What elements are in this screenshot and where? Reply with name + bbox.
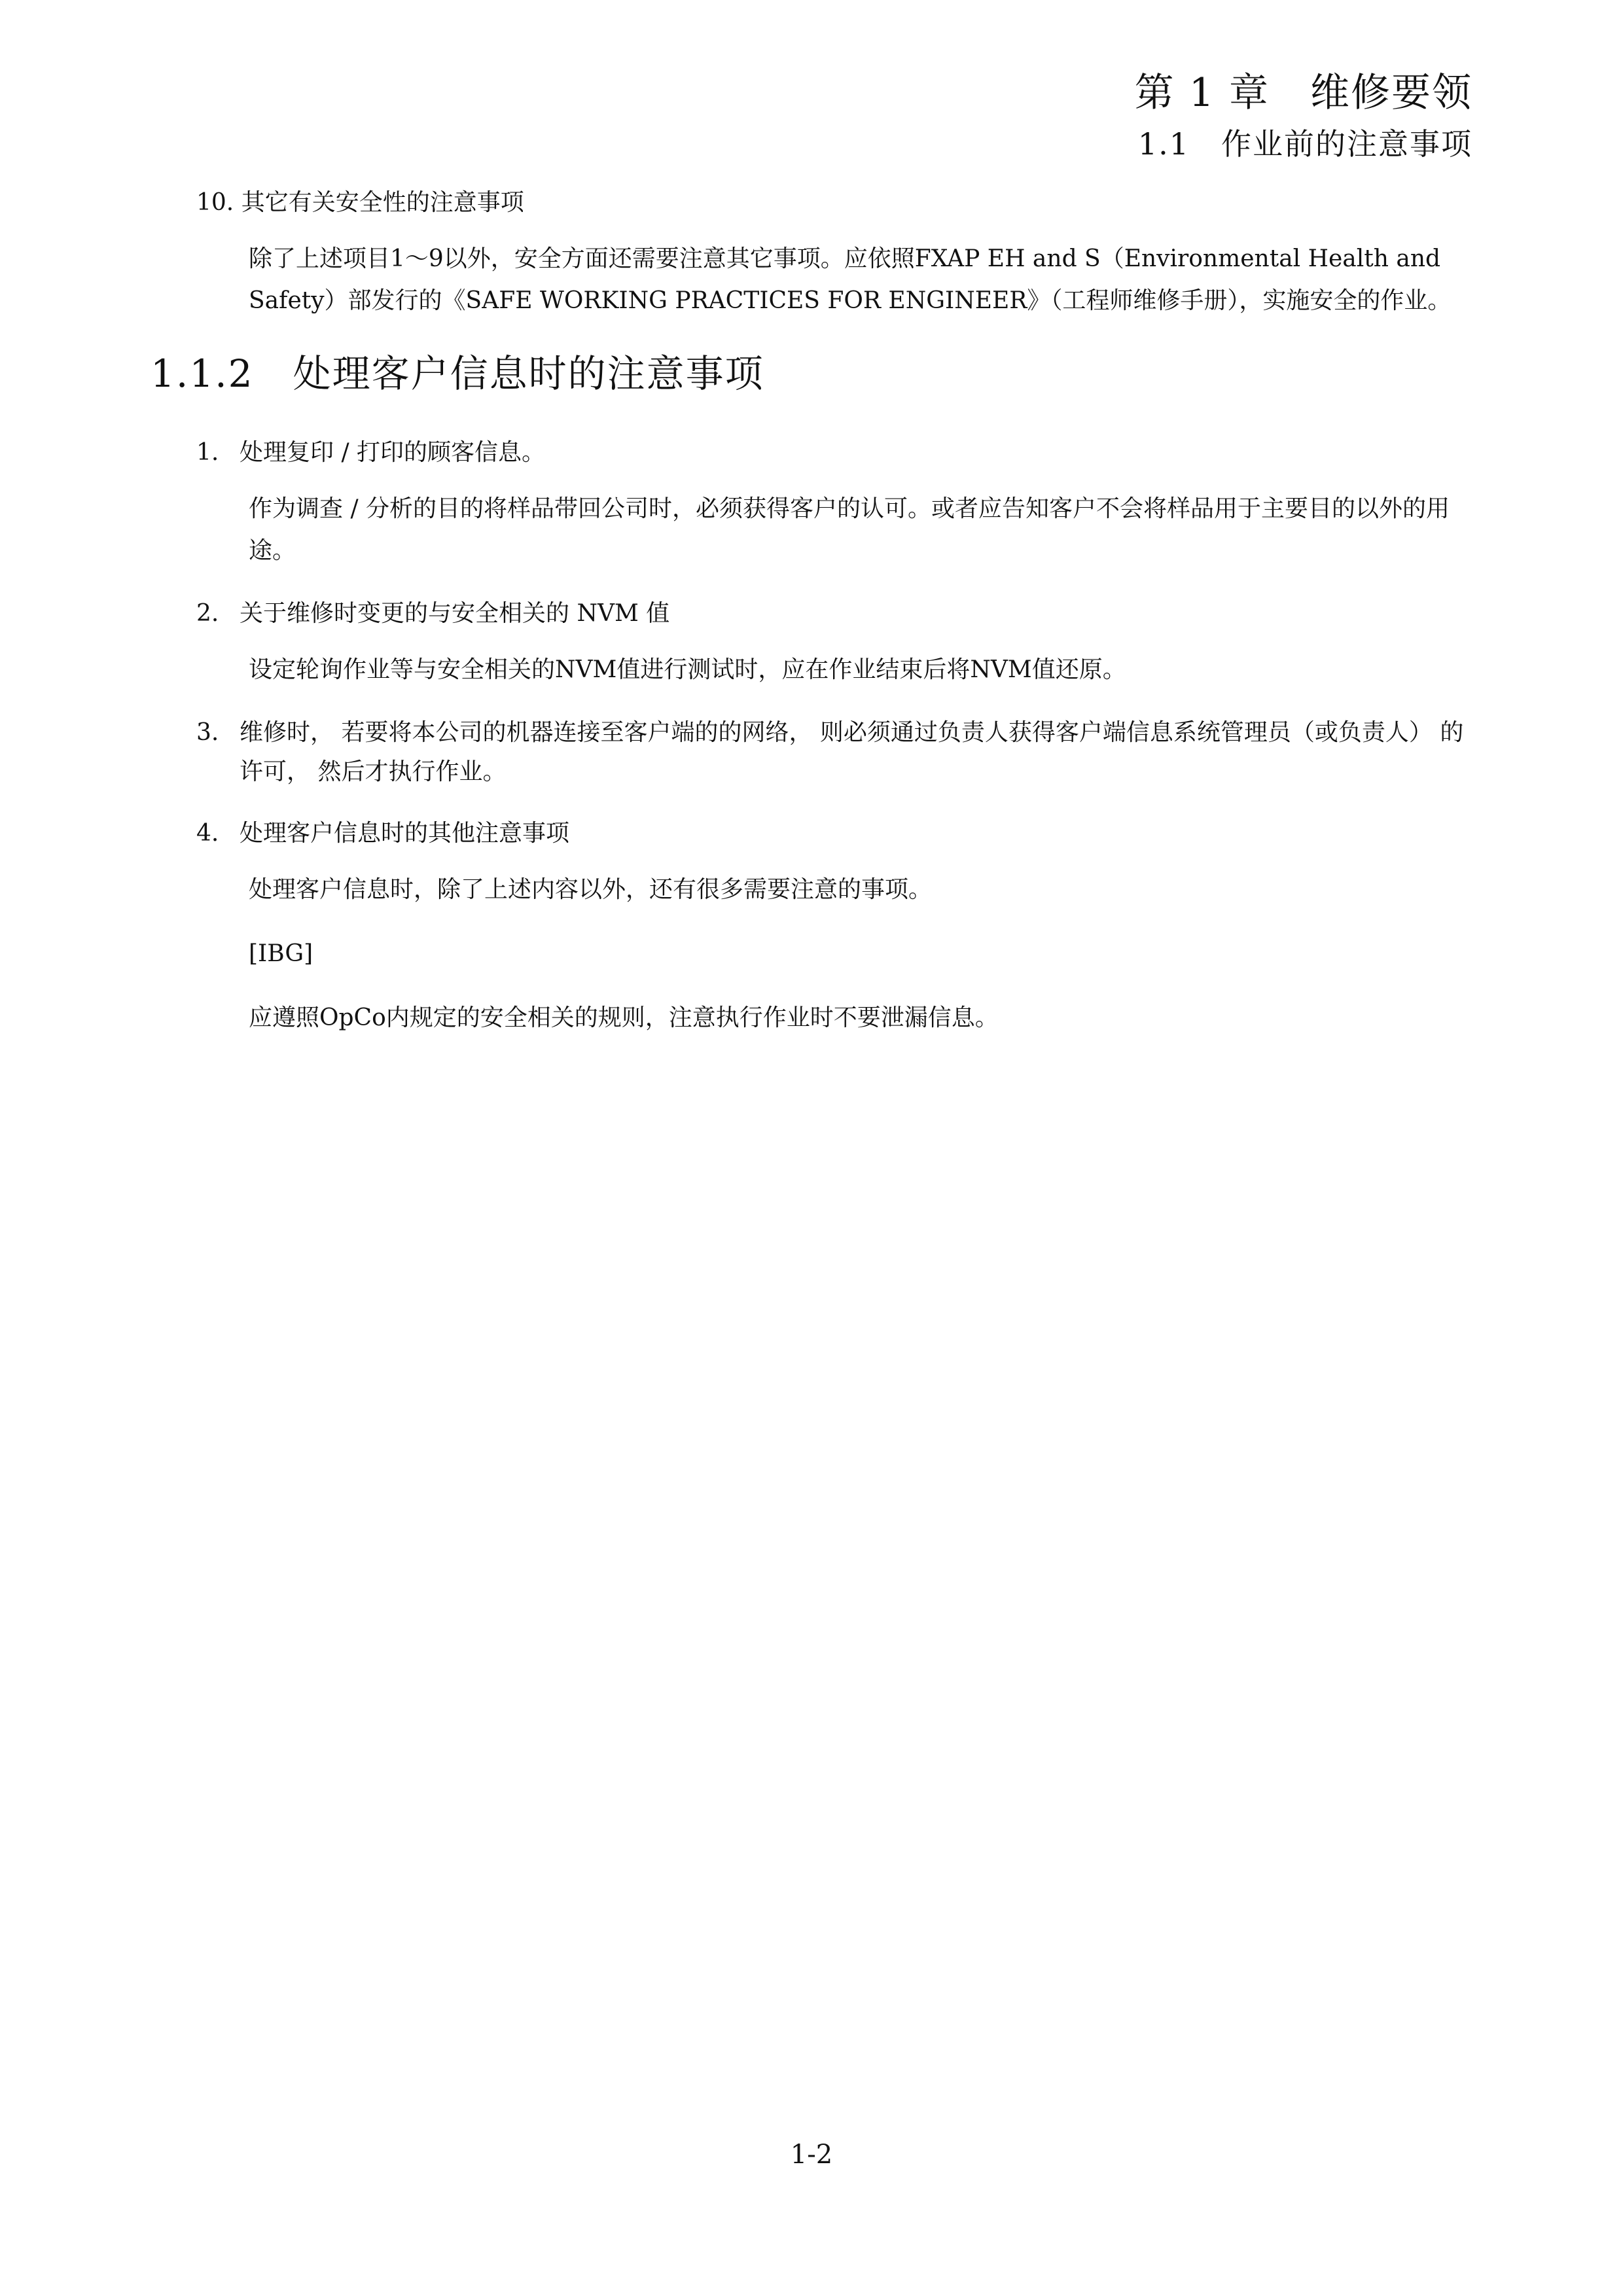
list-item-number: 4. — [196, 820, 219, 847]
page-number: 1-2 — [790, 2140, 833, 2170]
document-body — [151, 183, 1466, 1061]
subsection-heading: 1.1.2 处理客户信息时的注意事项 — [151, 351, 764, 396]
list-item-number: 3. — [196, 719, 219, 746]
list-item-3 — [196, 713, 1466, 792]
chapter-title: 第 1 章 维修要领 — [1134, 70, 1472, 116]
list-item-1 — [196, 433, 1466, 472]
list-item-1-body: 作为调查 / 分析的目的将样品带回公司时，必须获得客户的认可。或者应告知客户不会将样品用于主要目的以外的用途。 — [249, 495, 1450, 564]
list-item-heading: 处理客户信息时的其他注意事项 — [240, 820, 570, 847]
list-item-2-body: 设定轮询作业等与安全相关的NVM值进行测试时，应在作业结束后将NVM值还原。 — [249, 656, 1126, 683]
page-header — [1135, 65, 1472, 168]
list-item-4-note: 应遵照OpCo内规定的安全相关的规则，注意执行作业时不要泄漏信息。 — [249, 1004, 999, 1031]
list-item-heading: 处理复印 / 打印的顾客信息。 — [240, 439, 546, 466]
section-title: 1.1 作业前的注意事项 — [1137, 126, 1472, 162]
list-item-number: 1. — [196, 439, 219, 466]
list-item-4-body: 处理客户信息时，除了上述内容以外，还有很多需要注意的事项。 — [249, 876, 933, 903]
list-item-4 — [196, 814, 1466, 853]
list-item-heading: 维修时， 若要将本公司的机器连接至客户端的的网络， 则必须通过负责人获得客户端信息系统管理员（或负责人） 的许可， 然后才执行作业。 — [240, 719, 1464, 785]
item-10-body: 除了上述项目1～9以外，安全方面还需要注意其它事项。应依照FXAP EH and S（Environmental Health and Safety）部发行的《SAFE WORKING PRACTICES FOR ENGINEER》（工程师维修手册），实施安全的作业。 — [249, 245, 1452, 314]
list-item-number: 2. — [196, 600, 219, 627]
list-item-2 — [196, 594, 1466, 633]
item-10-heading: 10. 其它有关安全性的注意事项 — [196, 189, 524, 216]
list-item-heading: 关于维修时变更的与安全相关的 NVM 值 — [240, 600, 670, 627]
list-item-4-tag: [IBG] — [249, 940, 313, 967]
